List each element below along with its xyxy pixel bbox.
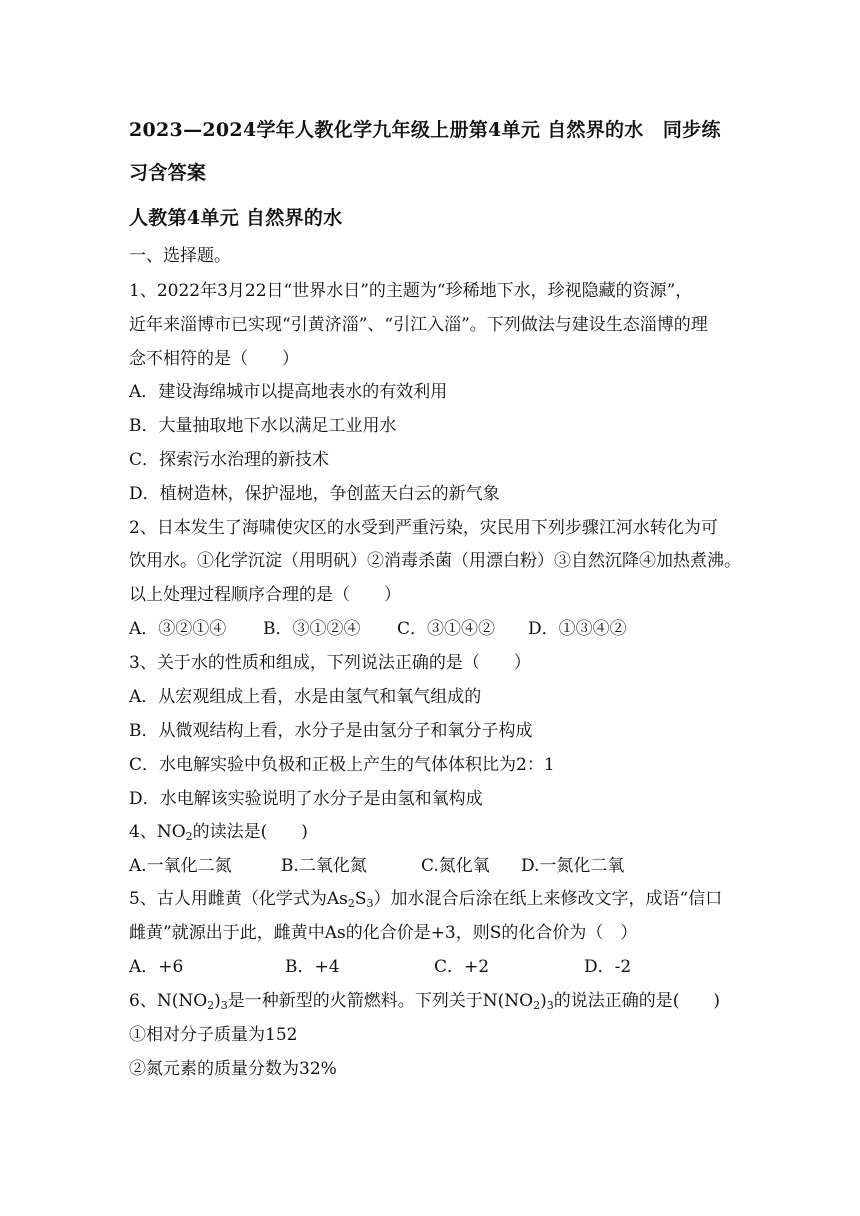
q5-text-line-2: 雌黄”就源出于此，雌黄中As的化合价是+3，则S的化合价为（ ） bbox=[129, 923, 638, 943]
q1-text-line-3: 念不相符的是（ ） bbox=[129, 349, 299, 369]
document-title-line-1: 2023—2024学年人教化学九年级上册第4单元 自然界的水 同步练 bbox=[129, 119, 721, 141]
q2-text-line-2: 饮用水。①化学沉淀（用明矾）②消毒杀菌（用漂白粉）③自然沉降④加热煮沸。 bbox=[129, 551, 741, 571]
q2-option-c: C．③①④② bbox=[397, 619, 496, 639]
q3-option-c: C．水电解实验中负极和正极上产生的气体体积比为2：1 bbox=[129, 755, 555, 775]
q1-text-line-1: 1、2022年3月22日“世界水日”的主题为“珍稀地下水，珍视隐藏的资源”， bbox=[129, 281, 693, 301]
q1-option-c: C．探索污水治理的新技术 bbox=[129, 450, 330, 470]
q5-option-d: D．-2 bbox=[584, 957, 632, 977]
q6-statement-2: ②氮元素的质量分数为32% bbox=[129, 1059, 337, 1079]
q4-option-d: D.一氮化二氧 bbox=[521, 856, 625, 876]
q5-option-b: B．+4 bbox=[285, 957, 340, 977]
q6-statement-1: ①相对分子质量为152 bbox=[129, 1025, 298, 1045]
q5-option-a: A．+6 bbox=[129, 957, 184, 977]
document-title-line-2: 习含答案 bbox=[129, 162, 207, 184]
q6-text: 6、$N(NO_2)_3$是一种新型的火箭燃料。下列关于$N(NO_2)_3$的说法正确的是( ) bbox=[129, 991, 721, 1012]
q2-text-line-3: 以上处理过程顺序合理的是（ ） bbox=[129, 585, 401, 605]
q5-option-c: C．+2 bbox=[434, 957, 490, 977]
q1-option-b: B．大量抽取地下水以满足工业用水 bbox=[129, 416, 397, 436]
q3-option-b: B．从微观结构上看，水分子是由氢分子和氧分子构成 bbox=[129, 721, 533, 741]
q5-text-line-1: 5、古人用雌黄（化学式为$As_2S_3$）加水混合后涂在纸上来修改文字，成语“信口 bbox=[129, 889, 723, 910]
q2-option-b: B．③①②④ bbox=[263, 619, 361, 639]
q2-text-line-1: 2、日本发生了海啸使灾区的水受到严重污染，灾民用下列步骤江河水转化为可 bbox=[129, 518, 718, 538]
q2-option-a: A．③②①④ bbox=[129, 619, 227, 639]
part-heading: 一、选择题。 bbox=[129, 246, 231, 266]
q4-option-c: C.氮化氧 bbox=[421, 856, 490, 876]
section-heading: 人教第4单元 自然界的水 bbox=[129, 207, 343, 229]
q3-option-d: D．水电解该实验说明了水分子是由氢和氧构成 bbox=[129, 789, 483, 809]
q4-option-b: B.二氧化氮 bbox=[281, 856, 367, 876]
q2-option-d: D．①③④② bbox=[528, 619, 627, 639]
q4-text: 4、$NO_2$的读法是( ) bbox=[129, 822, 308, 843]
q3-option-a: A．从宏观组成上看，水是由氢气和氧气组成的 bbox=[129, 687, 482, 707]
q1-text-line-2: 近年来淄博市已实现“引黄济淄”、“引江入淄”。下列做法与建设生态淄博的理 bbox=[129, 315, 708, 335]
q1-option-d: D．植树造林，保护湿地，争创蓝天白云的新气象 bbox=[129, 484, 500, 504]
q3-text: 3、关于水的性质和组成，下列说法正确的是（ ） bbox=[129, 653, 531, 673]
q1-option-a: A．建设海绵城市以提高地表水的有效利用 bbox=[129, 382, 448, 402]
q4-option-a: A.一氧化二氮 bbox=[129, 856, 232, 876]
